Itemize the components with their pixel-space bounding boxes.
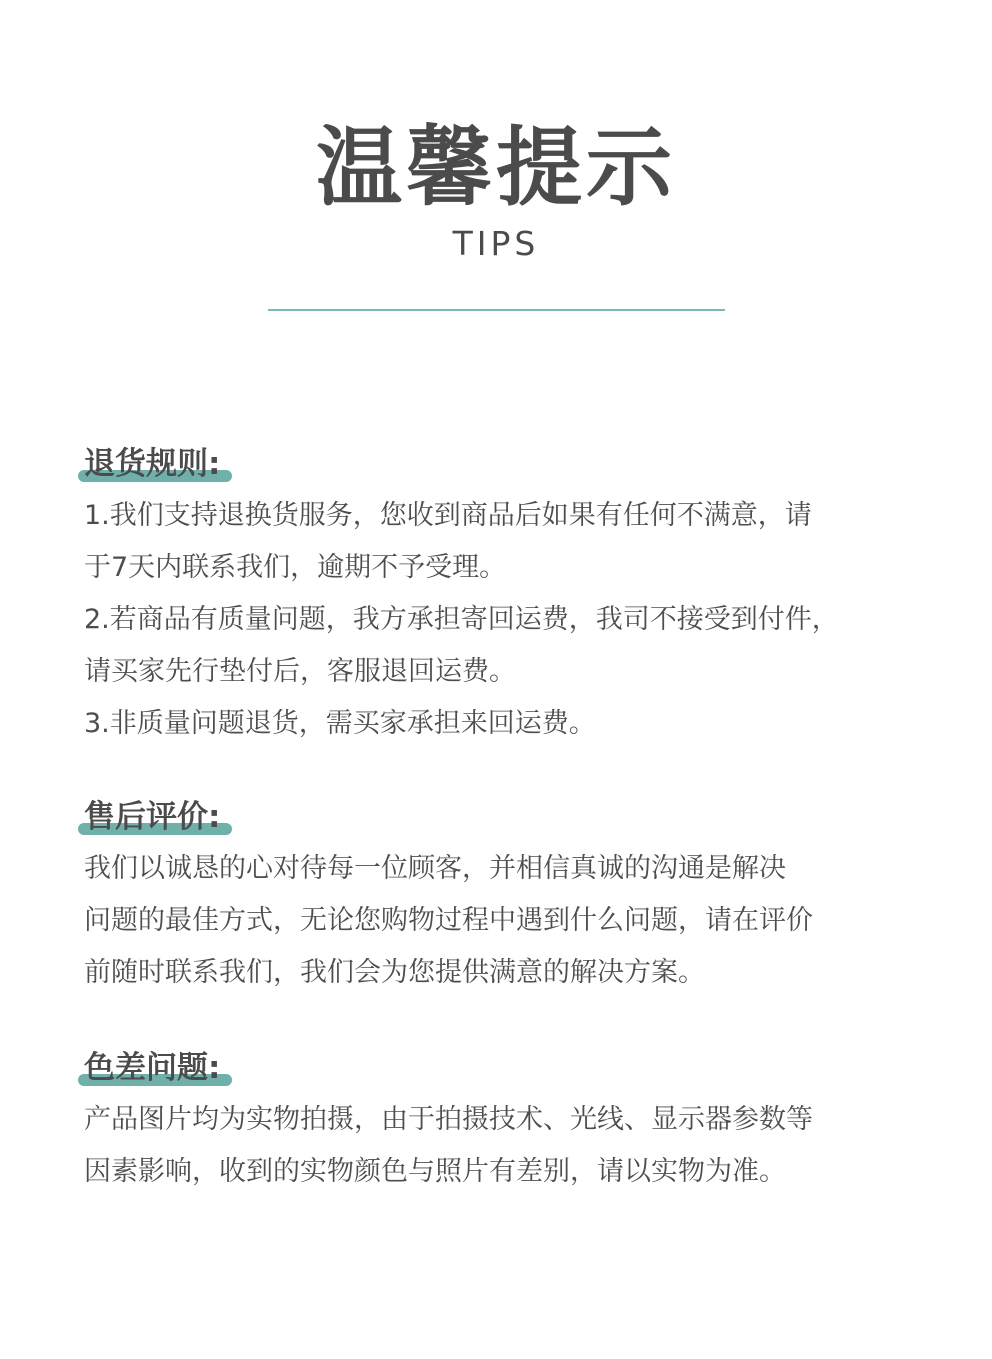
page-subtitle: TIPS (452, 224, 540, 263)
body-line: 请买家先行垫付后，客服退回运费。 (84, 656, 516, 687)
body-line: 3.非质量问题退货，需买家承担来回运费。 (84, 708, 596, 739)
body-line: 问题的最佳方式，无论您购物过程中遇到什么问题，请在评价 (84, 905, 813, 936)
header-divider (268, 309, 725, 311)
section-heading-text: 色差问题: (84, 1050, 221, 1086)
body-line: 产品图片均为实物拍摄，由于拍摄技术、光线、显示器参数等 (84, 1104, 813, 1135)
body-line: 于7天内联系我们，逾期不予受理。 (84, 552, 507, 583)
section-body (84, 1094, 934, 1198)
section-heading (84, 1048, 228, 1088)
section-body (84, 490, 934, 750)
section-after-sales (84, 797, 934, 999)
section-heading (84, 797, 228, 837)
body-line: 我们以诚恳的心对待每一位顾客，并相信真诚的沟通是解决 (84, 853, 786, 884)
body-line: 因素影响，收到的实物颜色与照片有差别，请以实物为准。 (84, 1156, 786, 1187)
section-heading-text: 售后评价: (84, 799, 221, 835)
section-color-difference (84, 1048, 934, 1198)
body-line: 1.我们支持退换货服务，您收到商品后如果有任何不满意，请 (84, 500, 812, 531)
section-body (84, 843, 934, 999)
section-heading (84, 444, 228, 484)
body-line: 前随时联系我们，我们会为您提供满意的解决方案。 (84, 957, 705, 988)
page-title: 温馨提示 (316, 118, 676, 218)
section-return-rules (84, 444, 934, 750)
body-line: 2.若商品有质量问题，我方承担寄回运费，我司不接受到付件， (84, 604, 839, 635)
section-heading-text: 退货规则: (84, 446, 221, 482)
